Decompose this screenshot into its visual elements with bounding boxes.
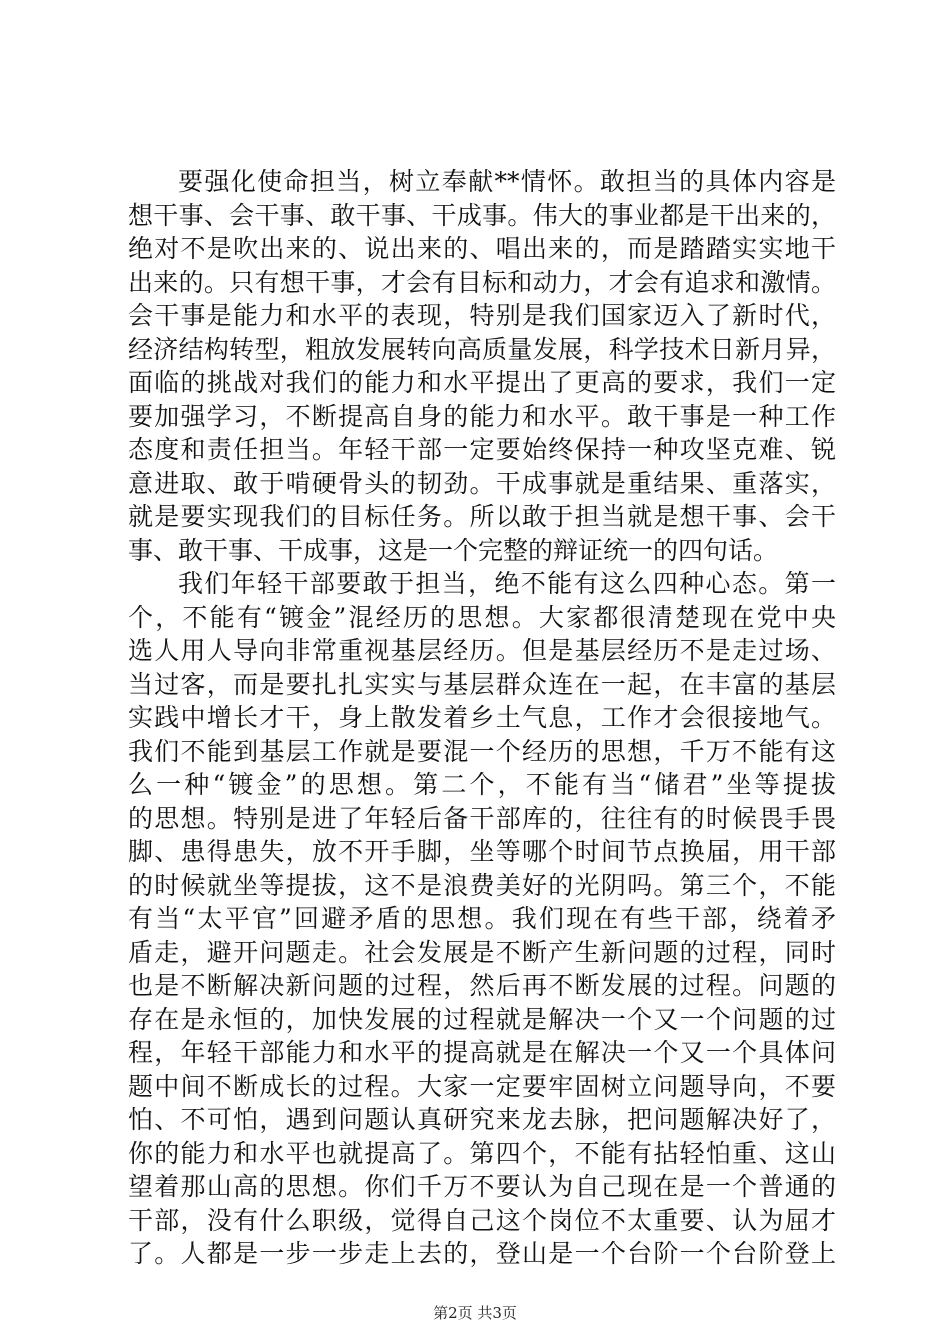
paragraph-1-line: 想干事、会干事、敢干事、干成事。伟大的事业都是干出来的， xyxy=(128,200,836,230)
paragraph-1-line: 态度和责任担当。年轻干部一定要始终保持一种攻坚克难、锐 xyxy=(128,435,836,464)
paragraph-2-line: 的思想。特别是进了年轻后备干部库的，往往有的时候畏手畏 xyxy=(128,803,836,833)
page-number-footer: 第2页 共3页 xyxy=(433,1304,517,1322)
paragraph-2-line: 也是不断解决新问题的过程，然后再不断发展的过程。问题的 xyxy=(128,971,836,1000)
paragraph-2-line: 题中间不断成长的过程。大家一定要牢固树立问题导向，不要 xyxy=(128,1071,836,1101)
paragraph-1-line: 会干事是能力和水平的表现，特别是我们国家迈入了新时代， xyxy=(128,301,836,330)
paragraph-2-line: 盾走，避开问题走。社会发展是不断产生新问题的过程，同时 xyxy=(128,937,836,967)
paragraph-2-line: 的时候就坐等提拔，这不是浪费美好的光阴吗。第三个，不能 xyxy=(128,870,836,900)
paragraph-2-line: 实践中增长才干，身上散发着乡土气息，工作才会很接地气。 xyxy=(128,703,836,732)
document-body xyxy=(128,165,836,1271)
paragraph-2-line: 有当“太平官”回避矛盾的思想。我们现在有些干部，绕着矛 xyxy=(128,904,836,933)
paragraph-1-line: 意进取、敢于啃硬骨头的韧劲。干成事就是重结果、重落实， xyxy=(128,468,836,498)
paragraph-2-line: 我们年轻干部要敢于担当，绝不能有这么四种心态。第一 xyxy=(178,569,836,598)
paragraph-2-line: 当过客，而是要扎扎实实与基层群众连在一起，在丰富的基层 xyxy=(128,669,836,699)
paragraph-1-line: 就是要实现我们的目标任务。所以敢于担当就是想干事、会干 xyxy=(128,502,836,531)
paragraph-2-line: 怕、不可怕，遇到问题认真研究来龙去脉，把问题解决好了， xyxy=(128,1105,836,1134)
paragraph-2-line: 存在是永恒的，加快发展的过程就是解决一个又一个问题的过 xyxy=(128,1004,836,1034)
paragraph-2-line: 了。人都是一步一步走上去的，登山是一个台阶一个台阶登上 xyxy=(128,1239,836,1268)
paragraph-1-line: 要强化使命担当，树立奉献**情怀。敢担当的具体内容是 xyxy=(178,167,836,196)
paragraph-1-line: 面临的挑战对我们的能力和水平提出了更高的要求，我们一定 xyxy=(128,368,836,397)
paragraph-2-line: 脚、患得患失，放不开手脚，坐等哪个时间节点换届，用干部 xyxy=(128,837,836,866)
paragraph-2-line: 程，年轻干部能力和水平的提高就是在解决一个又一个具体问 xyxy=(128,1038,836,1067)
paragraph-2-line: 选人用人导向非常重视基层经历。但是基层经历不是走过场、 xyxy=(128,636,836,665)
paragraph-1-line: 要加强学习，不断提高自身的能力和水平。敢干事是一种工作 xyxy=(128,401,836,431)
paragraph-1-line: 出来的。只有想干事，才会有目标和动力，才会有追求和激情。 xyxy=(128,267,836,297)
paragraph-2-line: 望着那山高的思想。你们千万不要认为自己现在是一个普通的 xyxy=(128,1172,836,1201)
paragraph-2-line: 么一种“镀金”的思想。第二个，不能有当“储君”坐等提拔 xyxy=(128,770,836,799)
paragraph-2-line: 我们不能到基层工作就是要混一个经历的思想，千万不能有这 xyxy=(128,736,836,766)
paragraph-2-line: 干部，没有什么职级，觉得自己这个岗位不太重要、认为屈才 xyxy=(128,1205,836,1235)
paragraph-1-line: 经济结构转型，粗放发展转向高质量发展，科学技术日新月异， xyxy=(128,334,836,364)
paragraph-1-line: 事、敢干事、干成事，这是一个完整的辩证统一的四句话。 xyxy=(128,535,779,565)
paragraph-2-line: 你的能力和水平也就提高了。第四个，不能有拈轻怕重、这山 xyxy=(128,1138,836,1168)
paragraph-2-line: 个，不能有“镀金”混经历的思想。大家都很清楚现在党中央 xyxy=(128,602,836,632)
paragraph-1-line: 绝对不是吹出来的、说出来的、唱出来的，而是踏踏实实地干 xyxy=(128,234,836,263)
